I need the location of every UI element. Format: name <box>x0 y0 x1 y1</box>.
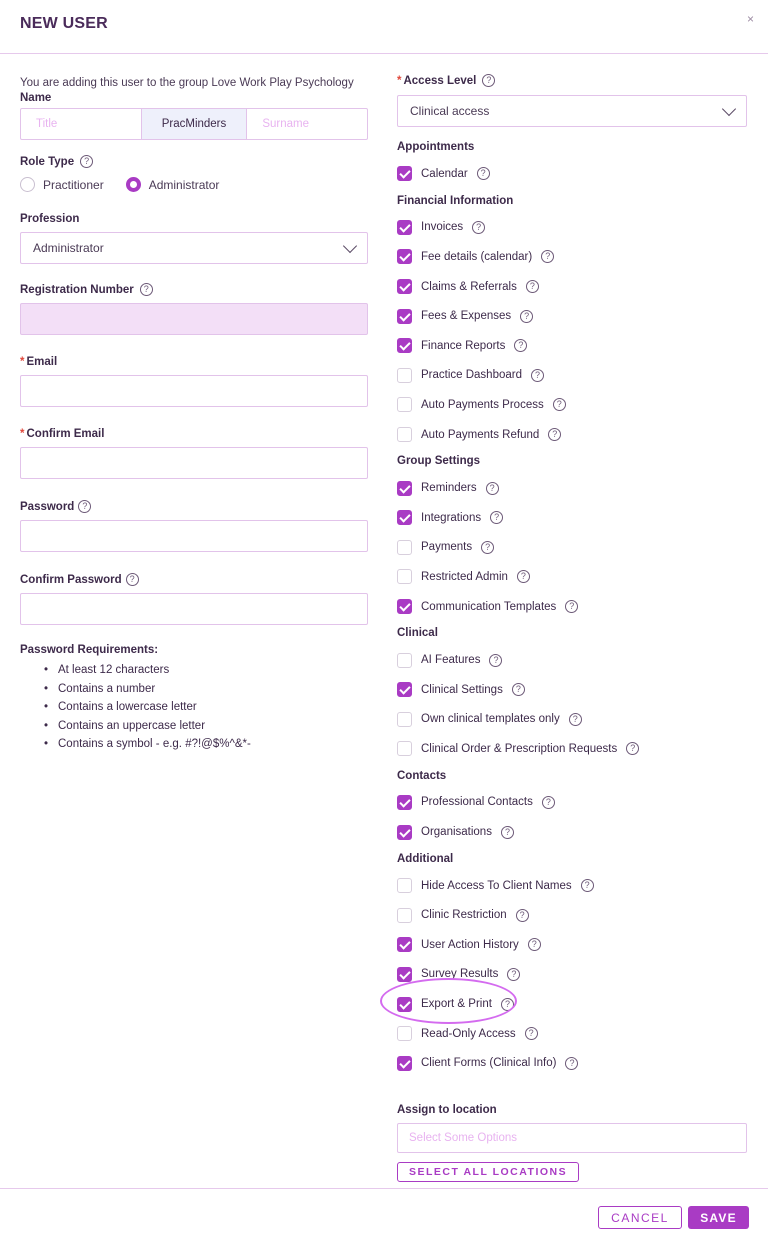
checkbox-checked[interactable] <box>397 279 412 294</box>
permission-item[interactable] <box>397 272 747 302</box>
list-item: • Contains a lowercase letter <box>44 698 368 717</box>
checkbox-checked[interactable] <box>397 997 412 1012</box>
page-title: NEW USER <box>20 15 108 32</box>
checkbox-checked[interactable] <box>397 510 412 525</box>
permission-item[interactable] <box>397 989 747 1019</box>
confirm-email-label <box>20 428 368 440</box>
permission-item[interactable] <box>397 390 747 420</box>
password-field[interactable] <box>20 520 368 552</box>
permission-label: Auto Payments Refund <box>421 428 540 441</box>
permission-item[interactable] <box>397 788 747 818</box>
section-title: Clinical <box>397 627 438 640</box>
role-type-radio-group <box>20 177 368 192</box>
checkbox-checked[interactable] <box>397 937 412 952</box>
select-all-locations-button[interactable]: SELECT ALL LOCATIONS <box>397 1162 579 1182</box>
permission-label: Communication Templates <box>421 600 557 613</box>
permission-item[interactable] <box>397 930 747 960</box>
permission-item[interactable] <box>397 213 747 243</box>
email-label-text: Email <box>26 356 58 368</box>
permission-item[interactable] <box>397 871 747 901</box>
section-title: Additional <box>397 852 454 865</box>
checkbox-checked[interactable] <box>397 338 412 353</box>
list-item: • At least 12 characters <box>44 661 368 680</box>
permission-item[interactable] <box>397 592 747 622</box>
section-title: Financial Information <box>397 194 514 207</box>
permission-label: Clinic Restriction <box>421 909 507 922</box>
help-icon[interactable]: ? <box>542 796 555 809</box>
help-icon[interactable]: ? <box>78 500 91 513</box>
chevron-down-icon <box>722 104 736 118</box>
help-icon[interactable]: ? <box>140 283 153 296</box>
title-input[interactable]: Title <box>36 118 58 130</box>
help-icon[interactable]: ? <box>526 280 539 293</box>
help-icon[interactable]: ? <box>512 683 525 696</box>
help-icon[interactable]: ? <box>565 600 578 613</box>
permission-item[interactable] <box>397 734 747 764</box>
checkbox[interactable] <box>397 569 412 584</box>
permission-label: Calendar <box>421 167 468 180</box>
checkbox-checked[interactable] <box>397 682 412 697</box>
permission-item[interactable] <box>397 675 747 705</box>
right-column <box>397 74 747 1182</box>
checkbox-checked[interactable] <box>397 481 412 496</box>
permission-item[interactable] <box>397 960 747 990</box>
help-icon[interactable]: ? <box>626 742 639 755</box>
permission-item[interactable] <box>397 361 747 391</box>
section-title: Appointments <box>397 141 475 153</box>
permission-item[interactable] <box>397 533 747 563</box>
permission-label: Hide Access To Client Names <box>421 879 572 892</box>
permission-label: Clinical Order & Prescription Requests <box>421 742 618 755</box>
permission-label: Restricted Admin <box>421 570 508 583</box>
role-type-label <box>20 155 368 168</box>
profession-label: Profession <box>20 213 80 225</box>
checkbox[interactable] <box>397 1026 412 1041</box>
save-button[interactable]: SAVE <box>688 1206 749 1229</box>
permission-label: Invoices <box>421 221 464 234</box>
registration-number-label <box>20 283 368 296</box>
checkbox-checked[interactable] <box>397 309 412 324</box>
permission-label: AI Features <box>421 654 481 667</box>
required-mark: * <box>20 428 25 440</box>
checkbox-checked[interactable] <box>397 166 412 181</box>
permission-label: User Action History <box>421 938 519 951</box>
help-icon[interactable]: ? <box>80 155 93 168</box>
permission-label: Clinical Settings <box>421 683 503 696</box>
close-icon[interactable]: × <box>746 12 754 26</box>
first-name-input[interactable]: PracMinders <box>141 109 248 139</box>
checkbox-checked[interactable] <box>397 220 412 235</box>
checkbox[interactable] <box>397 878 412 893</box>
checkbox-checked[interactable] <box>397 249 412 264</box>
permission-item[interactable] <box>397 159 747 189</box>
checkbox-checked[interactable] <box>397 967 412 982</box>
permission-item[interactable] <box>397 242 747 272</box>
checkbox[interactable] <box>397 427 412 442</box>
help-icon[interactable]: ? <box>501 826 514 839</box>
list-item: • Contains a number <box>44 680 368 699</box>
permission-label: Auto Payments Process <box>421 398 544 411</box>
password-label <box>20 500 368 513</box>
checkbox-checked[interactable] <box>397 599 412 614</box>
role-type-label-text: Role Type <box>20 155 75 168</box>
cancel-button[interactable]: CANCEL <box>598 1206 682 1229</box>
help-icon[interactable]: ? <box>516 909 529 922</box>
permission-label: Finance Reports <box>421 339 506 352</box>
help-icon[interactable]: ? <box>482 74 495 87</box>
permission-item[interactable] <box>397 817 747 847</box>
help-icon[interactable]: ? <box>565 1057 578 1070</box>
permission-label: Survey Results <box>421 968 499 981</box>
help-icon[interactable]: ? <box>501 998 514 1011</box>
help-icon[interactable]: ? <box>541 250 554 263</box>
help-icon[interactable]: ? <box>514 339 527 352</box>
help-icon[interactable]: ? <box>517 570 530 583</box>
permission-label: Read-Only Access <box>421 1027 516 1040</box>
help-icon[interactable]: ? <box>472 221 485 234</box>
help-icon[interactable]: ? <box>520 310 533 323</box>
help-icon[interactable]: ? <box>553 398 566 411</box>
access-level-label-text: Access Level <box>403 74 477 87</box>
name-label: Name <box>20 92 52 104</box>
profession-value: Administrator <box>33 241 104 255</box>
help-icon[interactable]: ? <box>486 482 499 495</box>
surname-input[interactable]: Surname <box>262 118 310 130</box>
left-column <box>20 74 368 754</box>
modal-header <box>0 0 768 54</box>
permission-item[interactable] <box>397 473 747 503</box>
checkbox[interactable] <box>397 741 412 756</box>
modal-footer <box>0 1188 768 1242</box>
checkbox-checked[interactable] <box>397 1056 412 1071</box>
list-item: • Contains a symbol - e.g. #?!@$%^&*- <box>44 735 368 754</box>
password-label-text: Password <box>20 500 75 513</box>
permission-item[interactable] <box>397 900 747 930</box>
help-icon[interactable]: ? <box>581 879 594 892</box>
required-mark: * <box>20 356 25 368</box>
location-multiselect[interactable]: Select Some Options <box>397 1123 747 1153</box>
checkbox-checked[interactable] <box>397 825 412 840</box>
checkbox[interactable] <box>397 397 412 412</box>
confirm-password-label-text: Confirm Password <box>20 573 122 586</box>
help-icon[interactable]: ? <box>528 938 541 951</box>
radio-label: Administrator <box>148 177 220 192</box>
permission-item[interactable] <box>397 503 747 533</box>
permission-label: Export & Print <box>421 998 492 1011</box>
help-icon[interactable]: ? <box>507 968 520 981</box>
permission-label: Fees & Expenses <box>421 310 512 323</box>
help-icon[interactable]: ? <box>126 573 139 586</box>
permissions-list <box>397 135 747 1078</box>
checkbox[interactable] <box>397 368 412 383</box>
confirm-password-label <box>20 573 368 586</box>
email-label <box>20 356 368 368</box>
checkbox[interactable] <box>397 653 412 668</box>
checkbox[interactable] <box>397 908 412 923</box>
section-title: Contacts <box>397 769 447 782</box>
help-icon[interactable]: ? <box>477 167 490 180</box>
group-intro-text: You are adding this user to the group Love Work Play Psychology <box>20 77 354 89</box>
assign-location-label: Assign to location <box>397 1104 497 1117</box>
permission-item[interactable] <box>397 1019 747 1049</box>
permission-label: Claims & Referrals <box>421 280 517 293</box>
permission-label: Client Forms (Clinical Info) <box>421 1057 557 1070</box>
permission-label: Integrations <box>421 511 482 524</box>
help-icon[interactable]: ? <box>569 713 582 726</box>
permission-label: Reminders <box>421 482 477 495</box>
password-requirements-list <box>20 661 368 754</box>
help-icon[interactable]: ? <box>489 654 502 667</box>
radio-circle-selected[interactable] <box>126 177 141 192</box>
radio-label: Practitioner <box>43 177 104 192</box>
help-icon[interactable]: ? <box>481 541 494 554</box>
profession-select[interactable] <box>20 232 368 264</box>
required-mark: * <box>397 74 402 87</box>
permission-label: Own clinical templates only <box>421 713 560 726</box>
name-field-group <box>20 108 368 140</box>
access-level-value: Clinical access <box>410 104 490 118</box>
confirm-password-field[interactable] <box>20 593 368 625</box>
permission-label: Payments <box>421 541 473 554</box>
permission-item[interactable] <box>397 420 747 450</box>
permission-label: Organisations <box>421 826 492 839</box>
access-level-select[interactable] <box>397 95 747 127</box>
password-requirements-title: Password Requirements: <box>20 644 159 656</box>
confirm-email-label-text: Confirm Email <box>26 428 105 440</box>
section-title: Group Settings <box>397 455 481 468</box>
help-icon[interactable]: ? <box>548 428 561 441</box>
confirm-email-field[interactable] <box>20 447 368 479</box>
registration-number-label-text: Registration Number <box>20 283 134 296</box>
permission-label: Practice Dashboard <box>421 369 522 382</box>
permission-item[interactable] <box>397 331 747 361</box>
radio-practitioner[interactable] <box>20 177 104 192</box>
help-icon[interactable]: ? <box>525 1027 538 1040</box>
access-level-label <box>397 74 747 87</box>
checkbox-checked[interactable] <box>397 795 412 810</box>
radio-administrator[interactable] <box>126 177 220 192</box>
email-field[interactable] <box>20 375 368 407</box>
permission-item[interactable] <box>397 705 747 735</box>
permission-label: Fee details (calendar) <box>421 250 533 263</box>
checkbox[interactable] <box>397 540 412 555</box>
radio-circle[interactable] <box>20 177 35 192</box>
help-icon[interactable]: ? <box>490 511 503 524</box>
permission-item[interactable] <box>397 562 747 592</box>
list-item: • Contains an uppercase letter <box>44 717 368 736</box>
permission-item[interactable] <box>397 301 747 331</box>
help-icon[interactable]: ? <box>531 369 544 382</box>
permission-item[interactable] <box>397 645 747 675</box>
permission-label: Professional Contacts <box>421 796 533 809</box>
chevron-down-icon <box>343 241 357 255</box>
checkbox[interactable] <box>397 712 412 727</box>
registration-number-input[interactable] <box>20 303 368 335</box>
permission-item[interactable] <box>397 1048 747 1078</box>
